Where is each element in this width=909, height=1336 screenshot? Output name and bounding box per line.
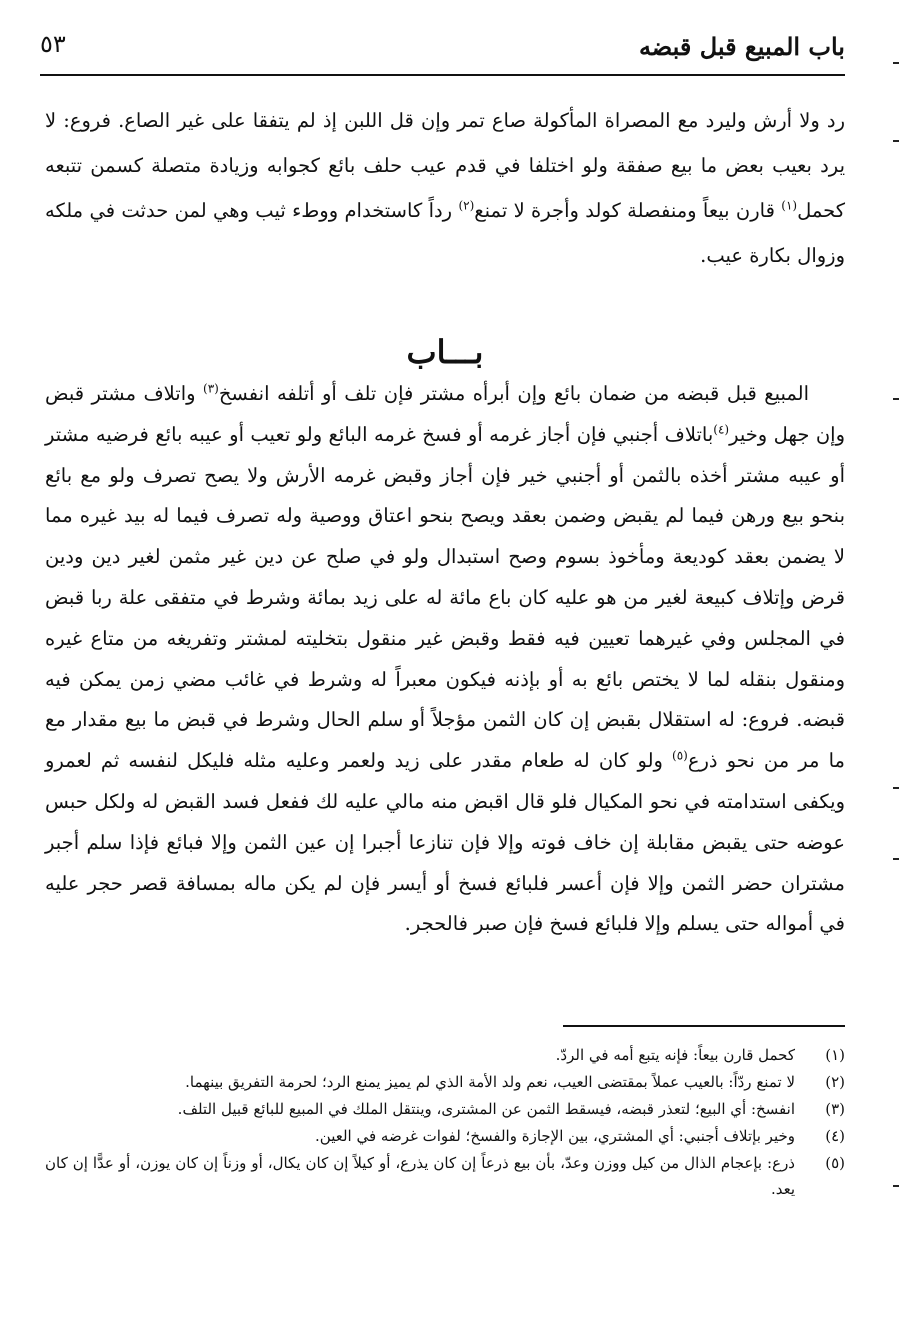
footnote-number: (٥) bbox=[825, 1154, 845, 1172]
paragraph-text: قارن بيعاً ومنفصلة كولد وأجرة لا تمنع bbox=[474, 199, 782, 222]
margin-mark bbox=[893, 787, 899, 789]
footnote bbox=[45, 1069, 845, 1095]
page-number: ٥٣ bbox=[40, 30, 66, 58]
footnote bbox=[45, 1123, 845, 1149]
footnotes bbox=[45, 1042, 845, 1203]
footnote bbox=[45, 1150, 845, 1202]
margin-mark bbox=[893, 140, 899, 142]
paragraph-text: المبيع قبل قبضه من ضمان بائع وإن أبرأه مشتر فإن تلف أو أتلفه انفسخ bbox=[218, 382, 809, 405]
margin-mark bbox=[893, 398, 899, 400]
paragraph-text: واتلاف مشتر قبض وإن جهل وخير bbox=[45, 382, 846, 446]
footnote-number: (١) bbox=[825, 1046, 845, 1064]
footnote-ref-5: (٥) bbox=[672, 748, 688, 763]
margin-mark bbox=[893, 1185, 899, 1187]
margin-mark bbox=[893, 62, 899, 64]
footnote-text: كحمل قارن بيعاً: فإنه يتبع أمه في الردّ. bbox=[555, 1046, 795, 1064]
main-paragraph bbox=[45, 374, 845, 945]
paragraph-text: رد ولا أرش وليرد مع المصراة المأكولة صاع تمر وإن قل اللبن إذ لم يتفقا على غير الصاع. فروع: لا يرد بعيب بعض ما بيع صفقة ولو اختلفا في قدم عيب حلف بائع كجوابه وزيادة متصلة كسمن تتبعه كحمل bbox=[45, 109, 846, 222]
section-heading: بـــاب bbox=[406, 333, 484, 371]
footnote-ref-3: (٣) bbox=[203, 381, 219, 396]
footnote-number: (٢) bbox=[825, 1073, 845, 1091]
running-title: باب المبيع قبل قبضه bbox=[638, 32, 845, 61]
margin-mark bbox=[893, 858, 899, 860]
top-paragraph bbox=[45, 98, 845, 278]
footnote-ref-2: (٢) bbox=[458, 198, 475, 213]
footnote-ref-4: (٤) bbox=[713, 422, 730, 437]
footnote bbox=[45, 1096, 845, 1122]
footnote-text: ذرع: بإعجام الذال من كيل ووزن وعدّ، بأن بيع ذرعاً إن كان يذرع، أو كيلاً إن كان يكال، أو وزناً إن كان يوزن، أو عدًّا إن كان يعد. bbox=[45, 1154, 795, 1198]
paragraph-text: رداً كاستخدام ووطء ثيب وهي لمن حدثت في ملكه وزوال بكارة عيب. bbox=[45, 199, 845, 267]
footnote-separator bbox=[563, 1025, 845, 1027]
paragraph-text: ولو كان له طعام مقدر على زيد ولعمر وعليه مثله فليكل لنفسه ثم لعمرو ويكفى استدامته في نحو المكيال فلو قال اقبض منه مالي عليه لك ففعل فسد القبض له ولكل حبس عوضه حتى يقبض مقابلة إن خاف فوته وإلا فإن تنازعا أجبرا إن عين الثمن وإلا فبائع فإذا سلم أجبر مشتران حضر الثمن وإلا فإن أعسر فلبائع فسخ أو أيسر فإن لم يكن ماله بمسافة قصر حجر عليه في أمواله حتى يسلم وإلا فلبائع فسخ فإن صبر فالحجر. bbox=[45, 749, 845, 936]
footnote-text: لا تمنع ردّاً: بالعيب عملاً بمقتضى العيب، نعم ولد الأمة الذي لم يميز يمنع الرد؛ لحرمة التفريق بينهما. bbox=[185, 1073, 795, 1091]
footnote-number: (٣) bbox=[825, 1100, 845, 1118]
footnote bbox=[45, 1042, 845, 1068]
footnote-ref-1: (١) bbox=[781, 198, 798, 213]
footnote-text: وخير بإتلاف أجنبي: أي المشتري، بين الإجازة والفسخ؛ لفوات غرضه في العين. bbox=[315, 1127, 795, 1145]
paragraph-text: باتلاف أجنبي فإن أجاز غرمه أو فسخ غرمه البائع ولو تعيب أو عيبه بائع فرضيه مشتر أو عيبه مشتر أخذه بالثمن أو أجنبي خير فإن أجاز وقبض غرمه الأرش ولا يصح تصرف ولو مع بائع بنحو بيع ورهن فيما لم يقبض وضمن بعقد ويصح بنحو اعتاق ووصية وله تصرف فيما له بيد غيره مما لا يضمن بعقد كوديعة ومأخوذ بسوم وصح استبدال ولو في صلح عن دين غير مثمن لغير دين ودين قرض وإتلاف كبيعة لغير من هو عليه كان باع مائة له على زيد بمائة وشرط في متفقى علة ربا قبض في المجلس وفي غيرهما تعيين فيه فقط وقبض غير منقول بتخليته لمشتر وتفريغه من متاع غيره ومنقول بنقله لما لا يختص بائع به أو بإذنه فيكون معبراً له وشرط في غائب مضي زمن يمكن فيه قبضه. فروع: له استقلال بقبض إن كان الثمن مؤجلاً أو سلم الحال وشرط في قبض ما بيع مقدار مع ما مر من نحو ذرع bbox=[45, 422, 845, 773]
footnote-text: انفسخ: أي البيع؛ لتعذر قبضه، فيسقط الثمن عن المشترى، وينتقل الملك في المبيع للبائع قبيل التلف. bbox=[177, 1100, 795, 1118]
footnote-number: (٤) bbox=[825, 1127, 845, 1145]
page-header bbox=[40, 28, 845, 76]
